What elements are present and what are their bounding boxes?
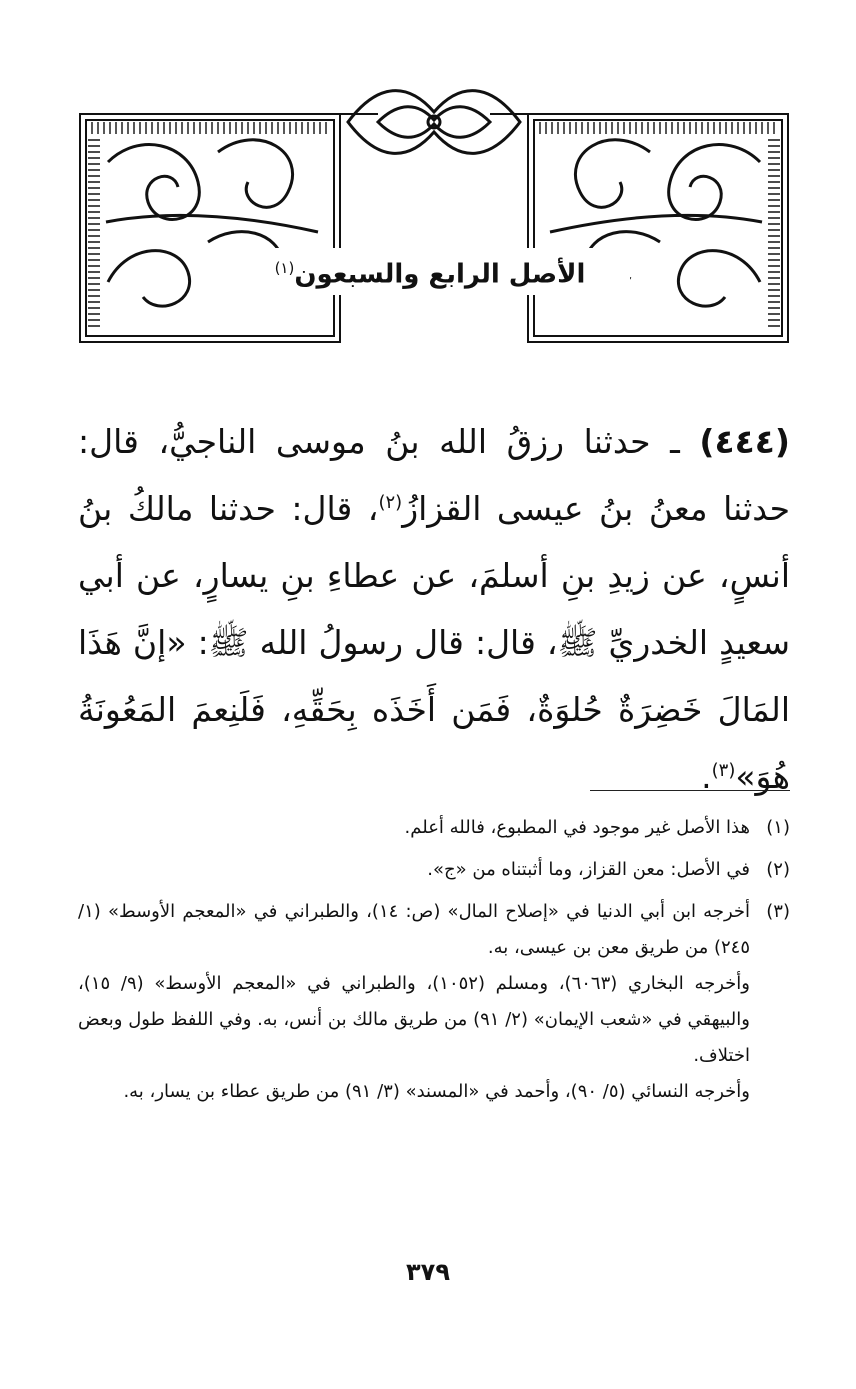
footnote-body	[78, 810, 750, 846]
page-number: ٣٧٩	[406, 1258, 450, 1286]
footnote-number: (٢)	[766, 859, 790, 880]
footnote-line: أخرجه ابن أبي الدنيا في «إصلاح المال» (ص: ١٤)، والطبراني في «المعجم الأوسط» (١/ ٢٤٥) من طريق معن بن عيسى، به.	[78, 901, 750, 958]
chapter-title-text: الأصل الرابع والسبعون	[294, 259, 586, 290]
footnote-line: وأخرجه البخاري (٦٠٦٣)، ومسلم (١٠٥٢)، والطبراني في «المعجم الأوسط» (٩/ ١٥)، والبيهقي في «شعب الإيمان» (٢/ ٩١) من طريق مالك بن أنس، به. وفي اللفظ طول وبعض اختلاف.	[78, 973, 750, 1066]
hadith-end: .	[701, 757, 712, 796]
footnote-number: (٣)	[766, 901, 790, 922]
hadith-text-part-b: ، قال: حدثنا مالكُ بنُ أنسٍ، عن زيدِ بنِ أسلمَ، عن عطاءِ بنِ يسارٍ، عن أبي سعيدٍ الخدريِّ ﷺ، قال: قال رسولُ الله ﷺ: «إنَّ هَذَا المَالَ خَضِرَةٌ حُلوَةٌ، فَمَن أَخَذَه بِحَقِّهِ، فَلَنِعمَ المَعُونَةُ هُوَ»	[78, 489, 790, 796]
footnote-1	[78, 810, 790, 846]
footnote-number: (١)	[766, 817, 790, 838]
footnotes	[78, 810, 790, 1116]
footnote-body	[78, 852, 750, 888]
hadith-number: (٤٤٤)	[699, 422, 790, 461]
footnote-body	[78, 894, 750, 1110]
footnote-3	[78, 894, 790, 1110]
chapter-footnote-ref: (١)	[274, 259, 295, 277]
chapter-title	[230, 248, 630, 295]
footnote-line: هذا الأصل غير موجود في المطبوع، فالله أعلم.	[404, 817, 750, 838]
footnote-ref-3: (٣)	[711, 760, 736, 781]
ornamental-header-frame	[78, 82, 790, 344]
footnote-line: وأخرجه النسائي (٥/ ٩٠)، وأحمد في «المسند» (٣/ ٩١) من طريق عطاء بن يسار، به.	[123, 1081, 750, 1102]
hadith-text	[78, 408, 790, 810]
footnote-line: في الأصل: معن القزاز، وما أثبتناه من «ج».	[427, 859, 750, 880]
footnote-ref-2: (٢)	[378, 492, 403, 513]
hadith-text-part-a: ـ حدثنا رزقُ الله بنُ موسى الناجيُّ، قال: حدثنا معنُ بنُ عيسى القزازُ	[78, 422, 790, 528]
footnote-2	[78, 852, 790, 888]
footnote-separator	[590, 790, 790, 791]
